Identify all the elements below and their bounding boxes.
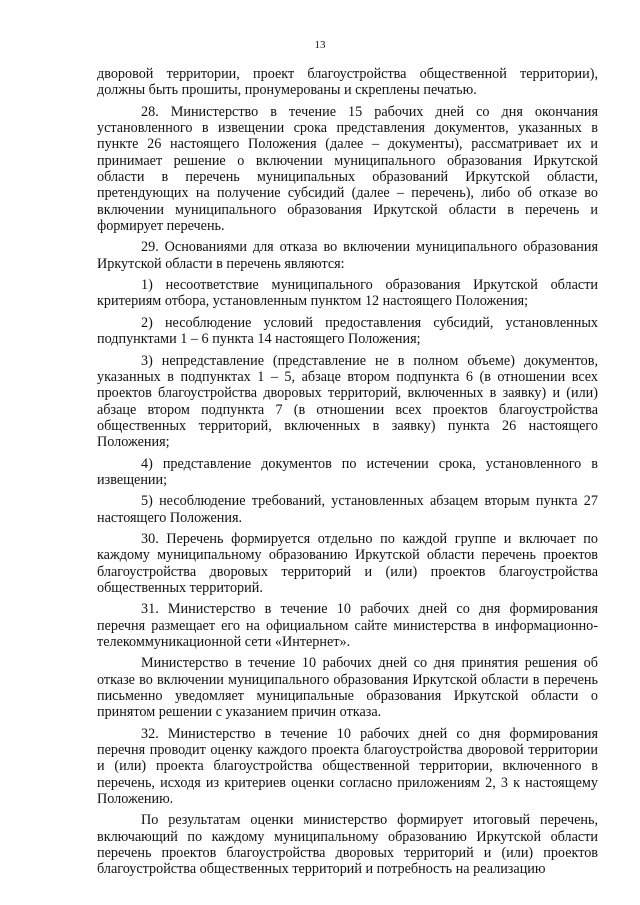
paragraph-32-result: По результатам оценки министерство формирует итоговый перечень, включающий по каждому муниципальному образованию Иркутской области перечень проектов благоустройства дворовых территорий и (или) проектов благоустройства общественных территорий и потребность на реализацию — [97, 812, 598, 878]
paragraph-29-item-3: 3) непредставление (представление не в полном объеме) документов, указанных в подпунктах 1 – 5, абзаце втором подпункта 6 (в отношении всех проектов благоустройства дворовых территорий, включенных в заявку) и (или) абзаце втором подпункта 7 (в отношении всех проектов благоустройства общественных территорий, включенных в заявку) пункта 26 настоящего Положения; — [97, 352, 598, 451]
paragraph-continuation: дворовой территории, проект благоустройства общественной территории), должны быть прошиты, пронумерованы и скреплены печатью. — [97, 66, 598, 99]
paragraph-29: 29. Основаниями для отказа во включении муниципального образования Иркутской области в перечень являются: — [97, 239, 598, 272]
paragraph-28: 28. Министерство в течение 15 рабочих дней со дня окончания установленного в извещении срока представления документов, указанных в пункте 26 настоящего Положения (далее – документы), рассматривает их и принимает решение о включении муниципального образования Иркутской области в перечень муниципальных образований Иркутской области, претендующих на получение субсидий (далее – перечень), либо об отказе во включении муниципального образования Иркутской области в перечень и формирует перечень. — [97, 103, 598, 235]
document-body — [97, 66, 598, 883]
paragraph-30: 30. Перечень формируется отдельно по каждой группе и включает по каждому муниципальному образованию Иркутской области перечень проектов благоустройства дворовых территорий и (или) проектов благоустройства общественных территорий. — [97, 530, 598, 596]
page-number: 13 — [314, 39, 326, 51]
paragraph-29-item-1: 1) несоответствие муниципального образования Иркутской области критериям отбора, установленным пунктом 12 настоящего Положения; — [97, 277, 598, 310]
paragraph-31: 31. Министерство в течение 10 рабочих дней со дня формирования перечня размещает его на официальном сайте министерства в информационно-телекоммуникационной сети «Интернет». — [97, 601, 598, 650]
paragraph-29-item-4: 4) представление документов по истечении срока, установленного в извещении; — [97, 455, 598, 488]
paragraph-29-item-2: 2) несоблюдение условий предоставления субсидий, установленных подпунктами 1 – 6 пункта 14 настоящего Положения; — [97, 314, 598, 348]
paragraph-29-item-5: 5) несоблюдение требований, установленных абзацем вторым пункта 27 настоящего Положения. — [97, 493, 598, 526]
paragraph-32: 32. Министерство в течение 10 рабочих дней со дня формирования перечня проводит оценку каждого проекта благоустройства дворовой территории и (или) проекта благоустройства общественной территории, включенного в перечень, исходя из критериев оценки согласно приложениям 2, 3 к настоящему Положению. — [97, 725, 598, 808]
paragraph-31-notice: Министерство в течение 10 рабочих дней со дня принятия решения об отказе во включении муниципального образования Иркутской области в перечень письменно уведомляет муниципальные образования Иркутской области о принятом решении с указанием причин отказа. — [97, 655, 598, 721]
